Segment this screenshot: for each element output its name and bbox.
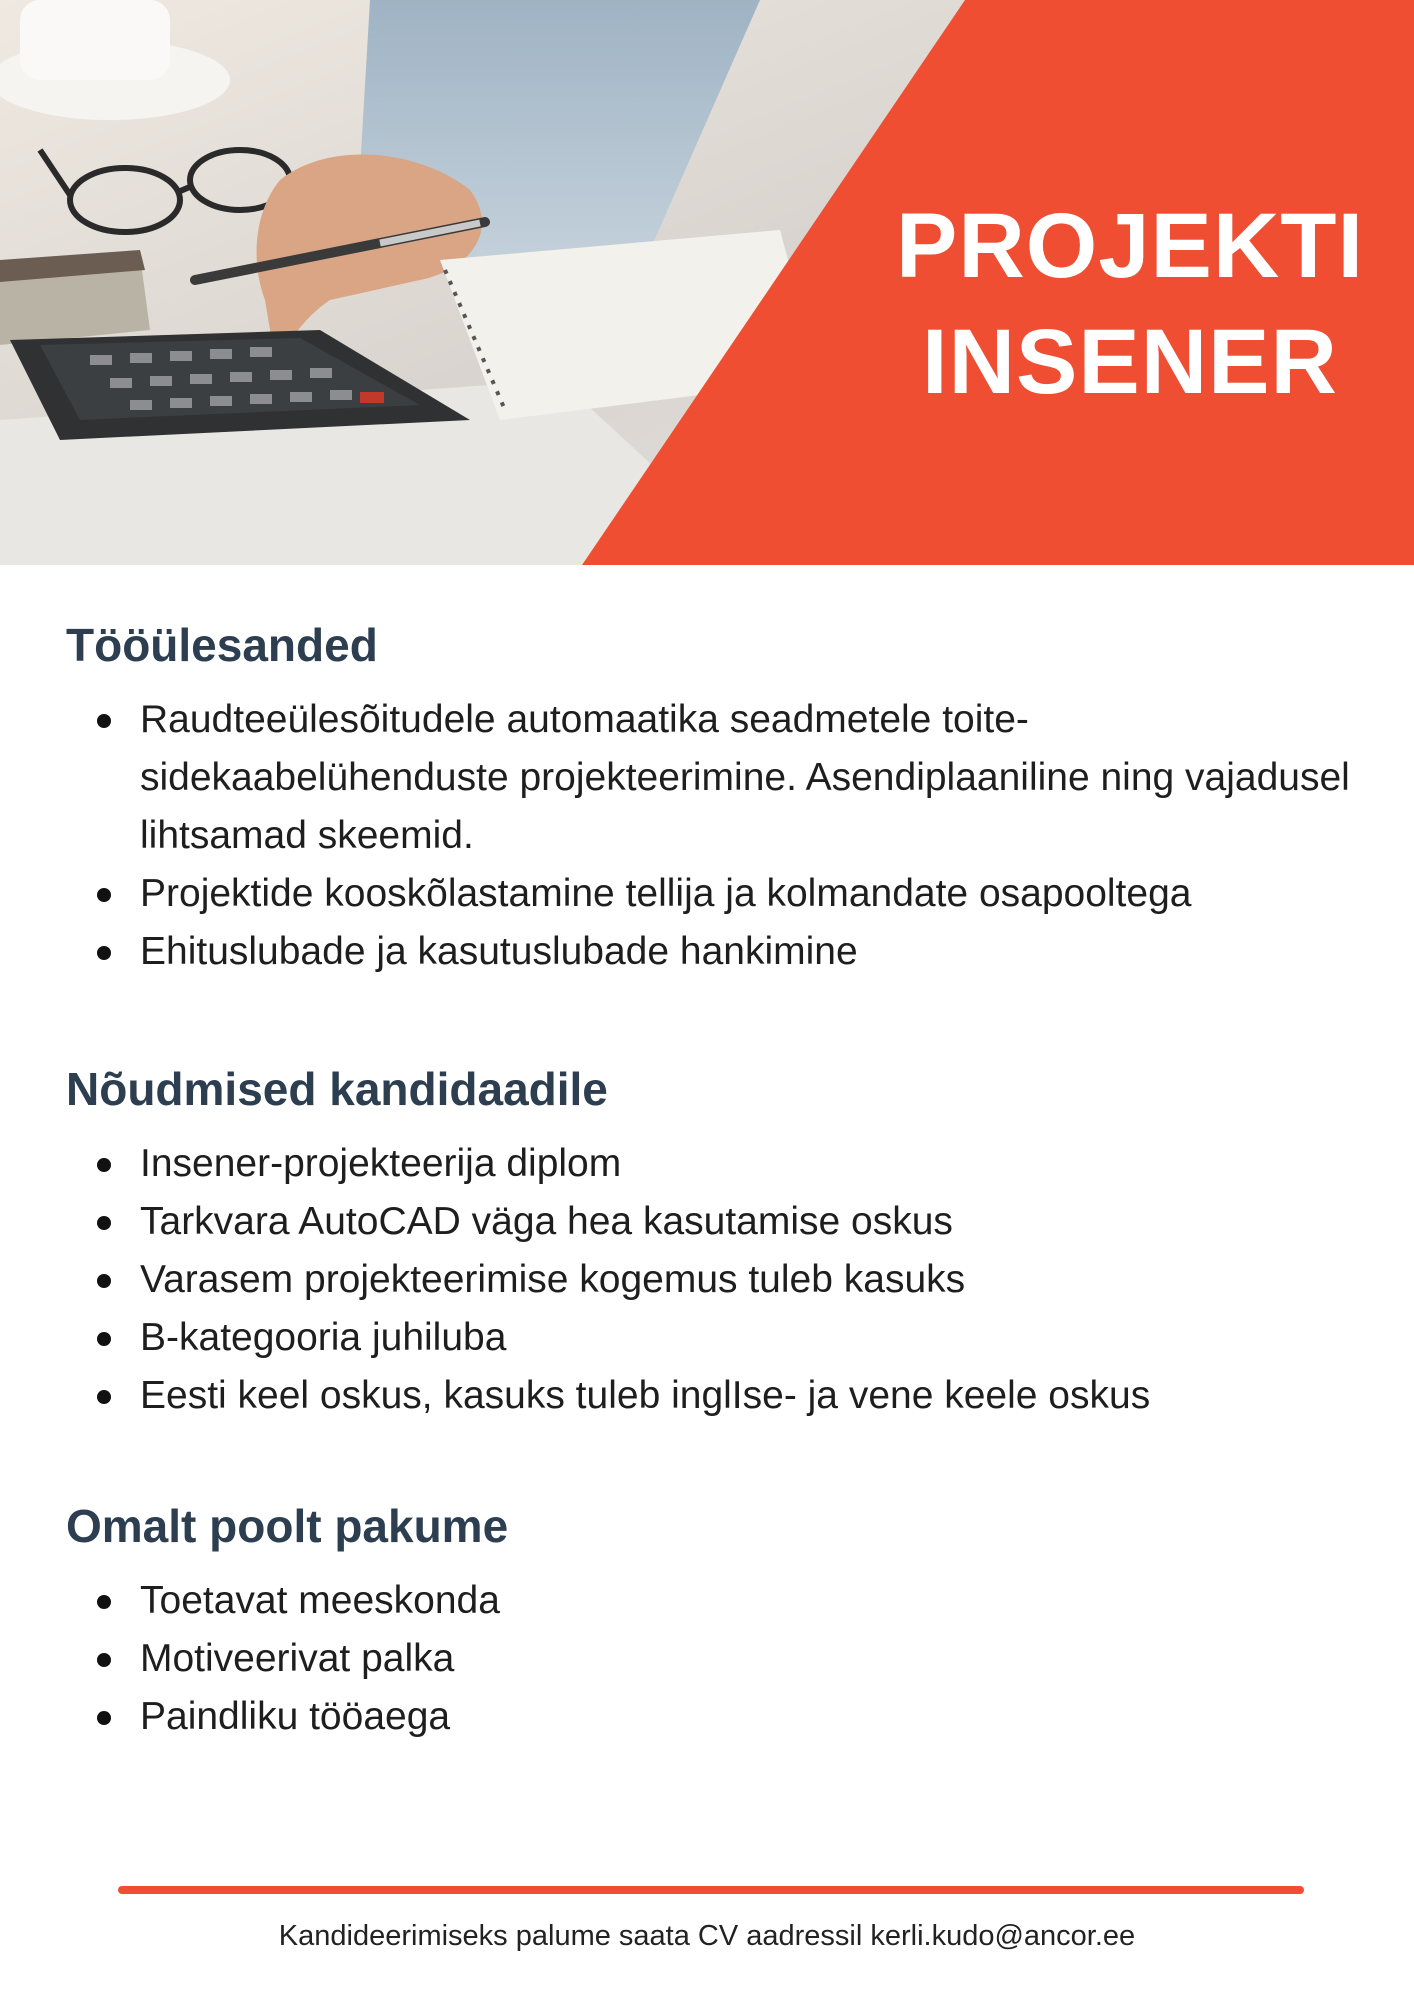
section-heading: Nõudmised kandidaadile xyxy=(66,1063,608,1115)
footer-contact-text: Kandideerimiseks palume saata CV aadressil kerli.kudo@ancor.ee xyxy=(278,1920,1136,1952)
section-requirements xyxy=(66,1061,1356,1425)
duties-list xyxy=(66,691,1356,981)
title-line-1: PROJEKTI xyxy=(895,195,1365,297)
section-benefits xyxy=(66,1498,1356,1746)
requirements-list xyxy=(66,1135,1356,1425)
coffee-cup xyxy=(20,0,170,80)
benefits-list xyxy=(66,1572,1356,1746)
list-item: Motiveerivat palka xyxy=(66,1630,1356,1688)
list-item: Raudteeülesõitudele automaatika seadmetele toite-sidekaabelühenduste projekteerimine. Asendiplaaniline ning vajadusel lihtsamad skeemid. xyxy=(66,691,1356,865)
list-item: Insener-projekteerija diplom xyxy=(66,1135,1356,1193)
list-item: Ehituslubade ja kasutuslubade hankimine xyxy=(66,923,1356,981)
notebook xyxy=(0,250,150,345)
section-heading: Omalt poolt pakume xyxy=(66,1500,509,1552)
list-item: Paindliku tööaega xyxy=(66,1688,1356,1746)
list-item: Projektide kooskõlastamine tellija ja kolmandate osapooltega xyxy=(66,865,1356,923)
list-item: Eesti keel oskus, kasuks tuleb inglIse- ja vene keele oskus xyxy=(66,1367,1356,1425)
footer-divider xyxy=(118,1886,1304,1894)
page-title xyxy=(860,188,1400,420)
list-item: Tarkvara AutoCAD väga hea kasutamise oskus xyxy=(66,1193,1356,1251)
list-item: Toetavat meeskonda xyxy=(66,1572,1356,1630)
section-heading: Tööülesanded xyxy=(66,619,378,671)
list-item: B-kategooria juhiluba xyxy=(66,1309,1356,1367)
list-item: Varasem projekteerimise kogemus tuleb kasuks xyxy=(66,1251,1356,1309)
title-line-2: INSENER xyxy=(922,311,1338,413)
hero-banner xyxy=(0,0,1414,565)
section-job-duties xyxy=(66,617,1356,981)
